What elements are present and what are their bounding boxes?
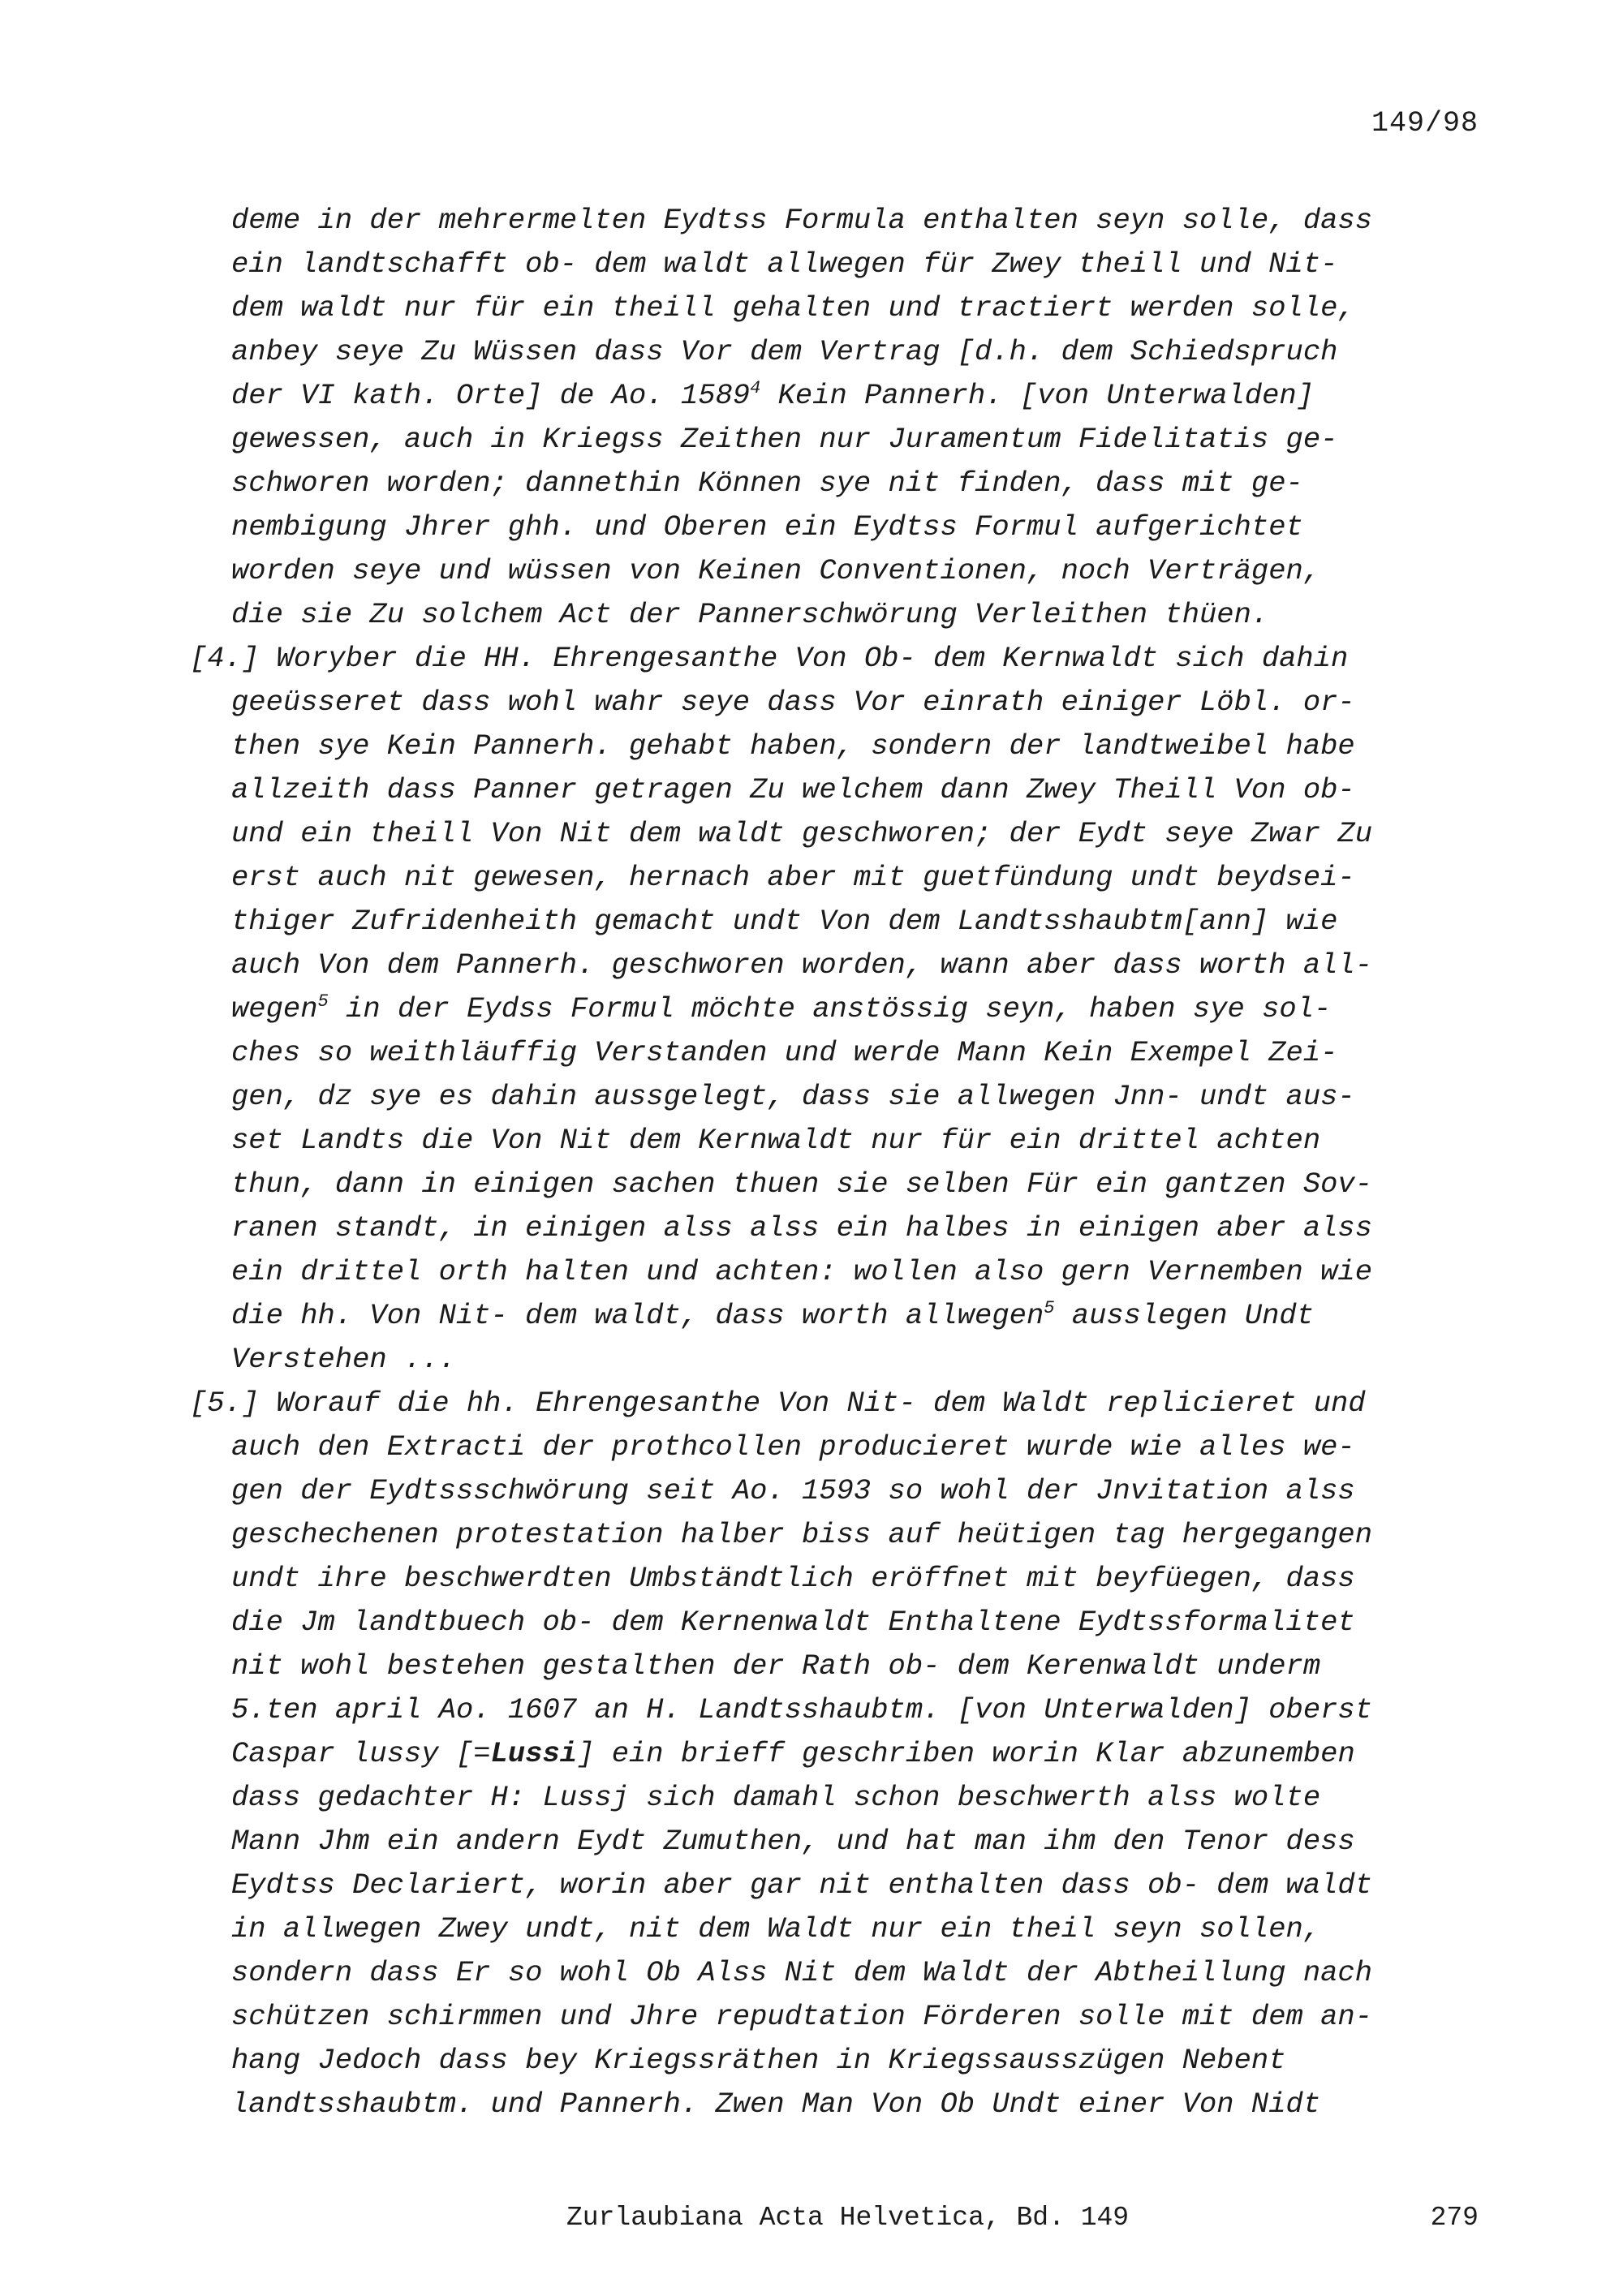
text-line: landtsshaubtm. und Pannerh. Zwen Man Von Ob Undt einer Von Nidt [231, 2087, 1321, 2121]
text-line: allzeith dass Panner getragen Zu welchem dann Zwey Theill Von ob- [231, 773, 1355, 806]
text-line: die Jm landtbuech ob- dem Kernenwaldt Enthaltene Eydtssformalitet [231, 1606, 1355, 1639]
text-line [231, 987, 1485, 1031]
text-line: dem waldt nur für ein theill gehalten und tractiert werden solle, [231, 291, 1355, 325]
text-line: Verstehen ... [231, 1343, 456, 1376]
text-line: nembigung Jhrer ghh. und Oberen ein Eydtss Formul aufgerichtet [231, 510, 1303, 544]
text-line [231, 1732, 1485, 1776]
text-segment: die hh. Von Nit- dem waldt, dass worth allwegen [231, 1299, 1044, 1332]
text-line [231, 1294, 1485, 1338]
text-line: schützen schirmmen und Jhre repudtation Förderen solle mit dem an- [231, 2000, 1373, 2033]
text-line: die sie Zu solchem Act der Pannerschwörung Verleithen thüen. [231, 598, 1269, 631]
body-text [190, 199, 1485, 2126]
text-line: ein drittel orth halten und achten: wollen also gern Vernemben wie [231, 1255, 1373, 1288]
text-line: thun, dann in einigen sachen thuen sie selben Für ein gantzen Sov- [231, 1167, 1373, 1201]
text-line: hang Jedoch dass bey Kriegssräthen in Kriegssausszügen Nebent [231, 2044, 1286, 2077]
text-line: ranen standt, in einigen alss alss ein halbes in einigen aber alss [231, 1211, 1373, 1245]
paragraph-start: [5.] Worauf die hh. Ehrengesanthe Von Nit- dem Waldt replicieret und [190, 1387, 1366, 1420]
text-line: Mann Jhm ein andern Eydt Zumuthen, und hat man ihm den Tenor dess [231, 1825, 1355, 1858]
text-segment: der VI kath. Orte] de Ao. 1589 [231, 379, 751, 412]
text-line: 5.ten april Ao. 1607 an H. Landtsshaubtm. [von Unterwalden] oberst [231, 1693, 1373, 1726]
text-line: ches so weithläuffig Verstanden und werde Mann Kein Exempel Zei- [231, 1036, 1338, 1069]
text-segment: ] ein brieff geschriben worin Klar abzunemben [577, 1737, 1355, 1770]
text-line: und ein theill Von Nit dem waldt geschworen; der Eydt seye Zwar Zu [231, 817, 1373, 850]
text-segment: Caspar lussy [= [231, 1737, 491, 1770]
footnote-ref: 5 [1044, 1298, 1055, 1318]
text-line: worden seye und wüssen von Keinen Conventionen, noch Verträgen, [231, 554, 1321, 587]
text-line: ein landtschafft ob- dem waldt allwegen für Zwey theill und Nit- [231, 247, 1338, 281]
text-segment: in der Eydss Formul möchte anstössig seyn, haben sye sol- [328, 992, 1332, 1025]
text-line: set Landts die Von Nit dem Kernwaldt nur für ein drittel achten [231, 1124, 1321, 1157]
text-line: erst auch nit gewesen, hernach aber mit guetfündung undt beydsei- [231, 861, 1355, 894]
text-line: thiger Zufridenheith gemacht undt Von dem Landtsshaubtm[ann] wie [231, 905, 1338, 938]
text-line: schworen worden; dannethin Können sye nit finden, dass mit ge- [231, 467, 1303, 500]
text-line [231, 374, 1485, 418]
text-line: dass gedachter H: Lussj sich damahl schon beschwerth alss wolte [231, 1781, 1321, 1814]
text-segment: wegen [231, 992, 318, 1025]
text-line: Eydtss Declariert, worin aber gar nit enthalten dass ob- dem waldt [231, 1868, 1373, 1902]
text-line: nit wohl bestehen gestalthen der Rath ob- dem Kerenwaldt underm [231, 1649, 1321, 1683]
footer-title: Zurlaubiana Acta Helvetica, Bd. 149 [566, 2203, 1130, 2233]
text-line: gen, dz sye es dahin aussgelegt, dass sie allwegen Jnn- undt aus- [231, 1080, 1355, 1113]
text-line: geeüsseret dass wohl wahr seye dass Vor einrath einiger Löbl. or- [231, 686, 1355, 719]
text-line: anbey seye Zu Wüssen dass Vor dem Vertrag [d.h. dem Schiedspruch [231, 335, 1338, 368]
footnote-ref: 5 [317, 991, 329, 1012]
text-line: gewessen, auch in Kriegss Zeithen nur Juramentum Fidelitatis ge- [231, 423, 1338, 456]
text-line: undt ihre beschwerdten Umbständtlich eröffnet mit beyfüegen, dass [231, 1562, 1355, 1595]
page-id: 149/98 [1371, 107, 1479, 140]
paragraph-start: [4.] Woryber die HH. Ehrengesanthe Von Ob- dem Kernwaldt sich dahin [190, 642, 1349, 675]
footer-page-number: 279 [1430, 2203, 1479, 2233]
text-line: gen der Eydtssschwörung seit Ao. 1593 so wohl der Jnvitation alss [231, 1474, 1355, 1507]
text-line: auch den Extracti der prothcollen producieret wurde wie alles we- [231, 1430, 1355, 1464]
text-line: auch Von dem Pannerh. geschworen worden, wann aber dass worth all- [231, 948, 1373, 982]
text-segment: ausslegen Undt [1054, 1299, 1315, 1332]
bold-name: Lussi [490, 1737, 578, 1770]
text-line: then sye Kein Pannerh. gehabt haben, sondern der landtweibel habe [231, 729, 1355, 763]
text-line: deme in der mehrermelten Eydtss Formula enthalten seyn solle, dass [231, 204, 1373, 237]
text-segment: Kein Pannerh. [von Unterwalden] [760, 379, 1315, 412]
text-line: sondern dass Er so wohl Ob Alss Nit dem Waldt der Abtheillung nach [231, 1956, 1373, 1989]
text-line: geschechenen protestation halber biss auf heütigen tag hergegangen [231, 1518, 1373, 1551]
footnote-ref: 4 [750, 378, 761, 398]
text-line: in allwegen Zwey undt, nit dem Waldt nur ein theil seyn sollen, [231, 1912, 1321, 1946]
